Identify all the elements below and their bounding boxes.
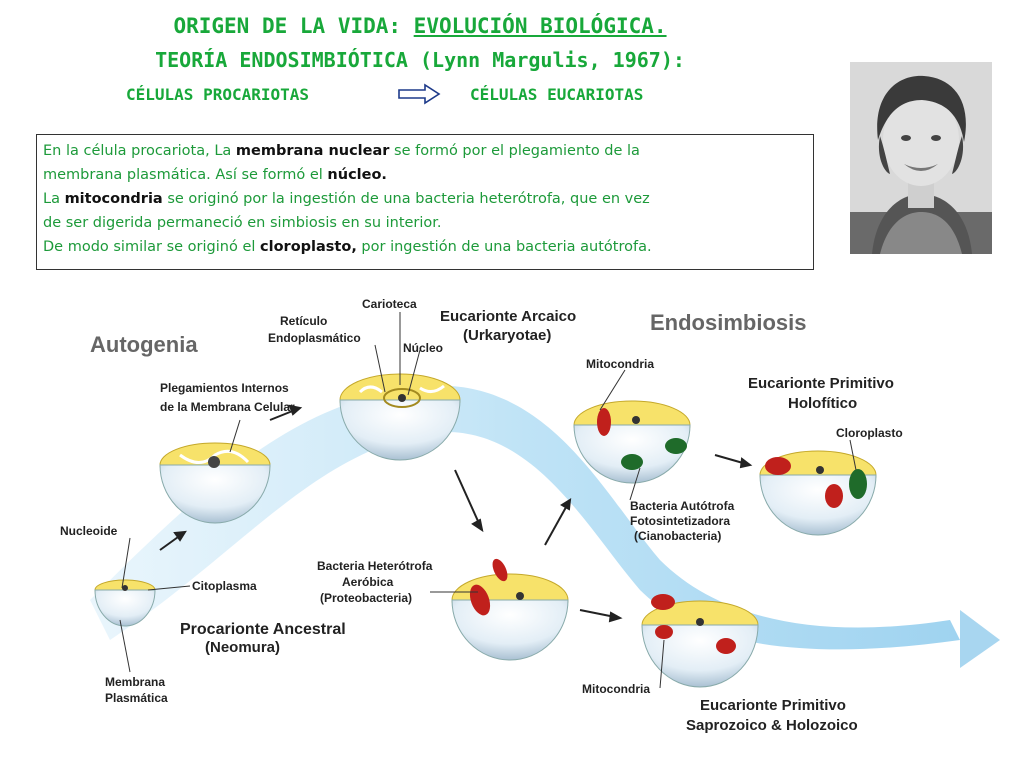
title-line-2: TEORÍA ENDOSIMBIÓTICA (Lynn Margulis, 1967):: [155, 48, 685, 72]
cell-eucarionte-mitocondria: [574, 401, 690, 483]
explanation-line-1: En la célula procariota, La membrana nuclear se formó por el plegamiento de la: [43, 143, 640, 159]
subtitle-eukaryotes: CÉLULAS EUCARIOTAS: [470, 85, 644, 104]
label-membrana: Membrana: [105, 675, 166, 689]
label-saprozoico-2: Saprozoico & Holozoico: [686, 717, 858, 734]
title-line-1: [0, 14, 840, 38]
label-nucleoide: Nucleoide: [60, 524, 118, 538]
label-cloroplasto: Cloroplasto: [836, 426, 903, 440]
label-mitocondria-top: Mitocondria: [586, 357, 654, 371]
explanation-line-4: de ser digerida permaneció en simbiosis en su interior.: [43, 215, 442, 231]
label-urkaryotae: (Urkaryotae): [463, 327, 552, 344]
label-autotrofa-3: (Cianobacteria): [634, 529, 722, 543]
label-autogenia: Autogenia: [90, 332, 198, 357]
portrait-photo: [850, 62, 992, 254]
endosymbiosis-diagram: [0, 280, 1024, 768]
label-heterotrofa-2: Aeróbica: [342, 575, 394, 589]
explanation-line-3: La mitocondria se originó por la ingestión de una bacteria heterótrofa, que en vez: [43, 191, 650, 207]
label-procarionte: Procarionte Ancestral: [180, 621, 346, 638]
right-arrow-icon: [397, 83, 441, 105]
label-holofitico-2: Holofítico: [788, 395, 858, 412]
subtitle-prokaryotes: CÉLULAS PROCARIOTAS: [126, 85, 310, 104]
label-eucarionte-arcaico: Eucarionte Arcaico: [440, 308, 577, 325]
label-saprozoico-1: Eucarionte Primitivo: [700, 697, 846, 714]
title-underlined: EVOLUCIÓN BIOLÓGICA.: [413, 14, 667, 38]
label-reticulo-2: Endoplasmático: [268, 331, 361, 345]
label-endosimbiosis: Endosimbiosis: [650, 310, 807, 335]
label-carioteca: Carioteca: [362, 297, 417, 311]
label-mitocondria-bottom: Mitocondria: [582, 682, 650, 696]
label-heterotrofa-3: (Proteobacteria): [320, 591, 413, 605]
cell-eucarionte-holofitico: [760, 451, 876, 535]
label-nucleo: Núcleo: [403, 341, 444, 355]
label-neomura: (Neomura): [205, 639, 281, 656]
explanation-line-5: De modo similar se originó el cloroplasto, por ingestión de una bacteria autótrofa.: [43, 239, 652, 255]
explanation-box: [36, 134, 814, 270]
explanation-line-2: membrana plasmática. Así se formó el núcleo.: [43, 167, 387, 183]
label-plasmatica: Plasmática: [105, 691, 168, 705]
label-autotrofa-1: Bacteria Autótrofa: [630, 499, 735, 513]
label-reticulo-1: Retículo: [280, 314, 328, 328]
label-citoplasma: Citoplasma: [192, 579, 257, 593]
label-plegamientos-1: Plegamientos Internos: [160, 381, 289, 395]
title-prefix: ORIGEN DE LA VIDA:: [173, 14, 414, 38]
label-heterotrofa-1: Bacteria Heterótrofa: [317, 559, 433, 573]
cell-eucarionte-saprozoico: [642, 594, 758, 687]
cell-mitocondria-ingestion: [452, 557, 568, 660]
label-holofitico-1: Eucarionte Primitivo: [748, 375, 894, 392]
label-plegamientos-2: de la Membrana Celular: [160, 400, 295, 414]
label-autotrofa-2: Fotosintetizadora: [630, 514, 731, 528]
